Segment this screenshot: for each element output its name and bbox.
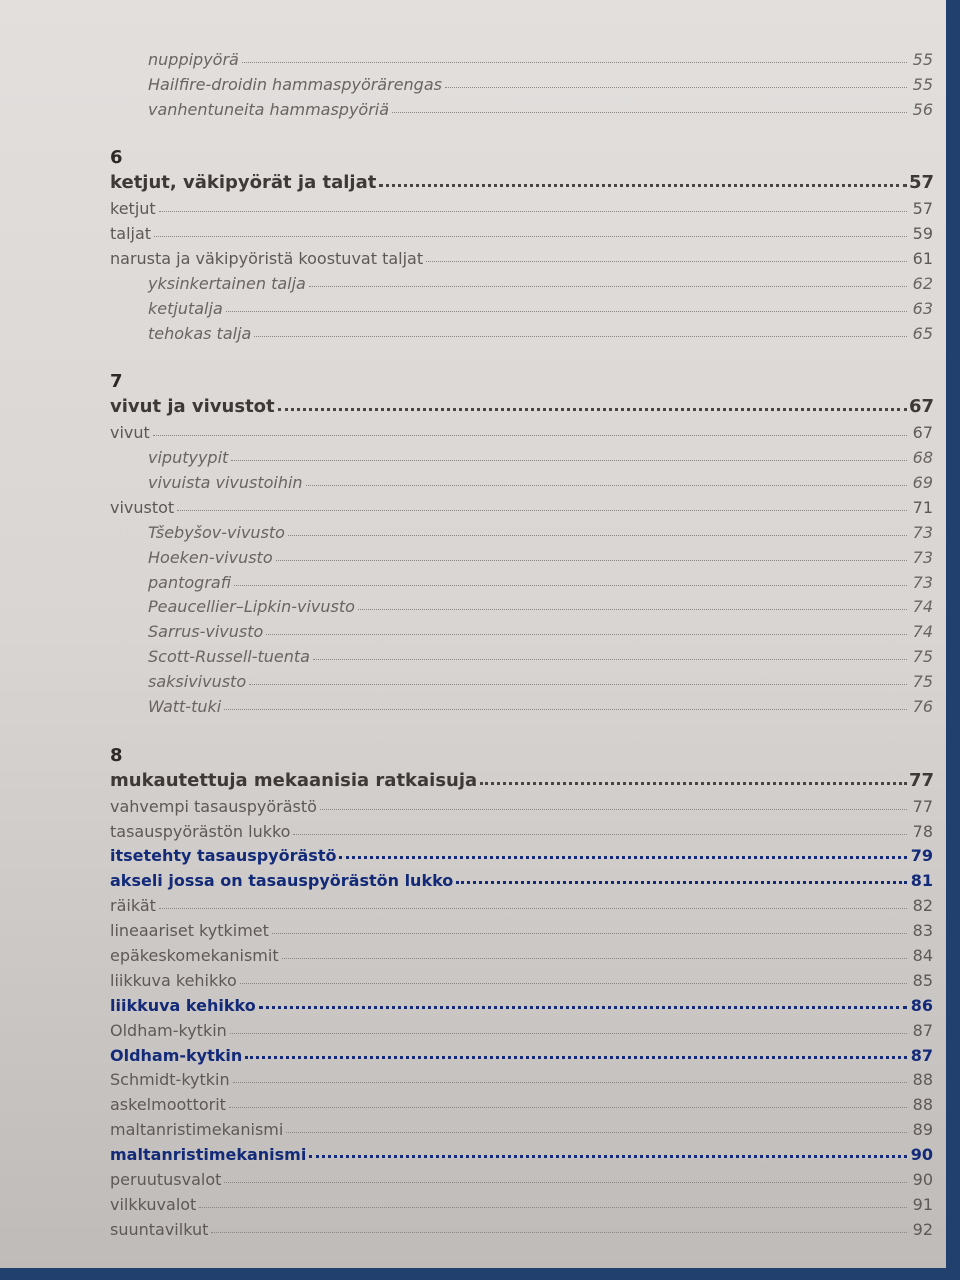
entry-title: Watt-tuki — [148, 697, 222, 717]
page-number: 62 — [912, 273, 933, 293]
dot-leader — [159, 908, 907, 909]
page-number: 73 — [912, 522, 933, 542]
spacer — [0, 716, 933, 741]
dot-leader — [288, 535, 907, 536]
page-number: 57 — [909, 172, 935, 194]
toc-entry — [0, 193, 933, 218]
entry-title: maltanristimekanismi — [110, 1145, 307, 1165]
entry-title: Peaucellier–Lipkin-vivusto — [148, 597, 355, 617]
page-number: 65 — [912, 323, 933, 343]
dot-leader — [266, 634, 907, 635]
entry-title: Hailfire-droidin hammaspyörärengas — [148, 74, 442, 94]
toc-entry — [0, 616, 933, 641]
dot-leader — [259, 1006, 907, 1009]
entry-title: suuntavilkut — [110, 1219, 209, 1239]
toc-entry — [0, 44, 933, 69]
page-number: 55 — [912, 49, 933, 69]
entry-title: vivustot — [110, 497, 175, 517]
page-number: 68 — [912, 448, 933, 468]
toc-entry — [0, 218, 933, 243]
dot-leader — [224, 1182, 907, 1183]
dot-leader — [282, 958, 907, 959]
spacer — [0, 343, 933, 368]
page-number: 75 — [912, 672, 933, 692]
entry-title: Tšebyšov-vivusto — [148, 522, 285, 542]
page-number: 90 — [910, 1145, 933, 1165]
dot-leader — [153, 435, 907, 436]
toc-entry — [0, 1040, 933, 1065]
page-number: 88 — [912, 1070, 933, 1090]
toc-entry — [0, 69, 933, 94]
entry-title: itsetehty tasauspyörästö — [110, 846, 337, 866]
toc-entry — [0, 243, 933, 268]
dot-leader — [159, 211, 907, 212]
page-number: 73 — [912, 547, 933, 567]
dot-leader — [229, 1107, 907, 1108]
entry-title: vivut — [110, 423, 150, 443]
dot-leader — [306, 485, 907, 486]
page-number: 86 — [910, 995, 933, 1015]
entry-title: Hoeken-vivusto — [148, 547, 273, 567]
dot-leader — [379, 184, 907, 187]
toc-entry — [0, 1114, 933, 1139]
entry-title: lineaariset kytkimet — [110, 921, 269, 941]
toc-entry — [0, 965, 933, 990]
entry-title: tasauspyörästön lukko — [110, 821, 291, 841]
page-number: 69 — [912, 473, 933, 493]
page-number: 81 — [910, 871, 933, 891]
page-number: 82 — [912, 896, 933, 916]
entry-title: saksivivusto — [148, 672, 247, 692]
toc-entry — [0, 542, 933, 567]
dot-leader — [272, 933, 907, 934]
page-number: 67 — [909, 396, 935, 418]
dot-leader — [242, 62, 907, 63]
toc-entry — [0, 1065, 933, 1090]
entry-title: vahvempi tasauspyörästö — [110, 796, 317, 816]
entry-title: Schmidt-kytkin — [110, 1070, 230, 1090]
toc-entry — [0, 865, 933, 890]
entry-title: askelmoottorit — [110, 1095, 226, 1115]
dot-leader — [254, 336, 907, 337]
dot-leader — [286, 1132, 907, 1133]
entry-title: vilkkuvalot — [110, 1194, 197, 1214]
entry-title: Sarrus-vivusto — [148, 622, 264, 642]
page-number: 85 — [912, 970, 933, 990]
page-number: 63 — [912, 298, 933, 318]
dot-leader — [154, 236, 907, 237]
chapter-number: 7 — [110, 371, 123, 393]
dot-leader — [392, 112, 907, 113]
dot-leader — [211, 1232, 907, 1233]
entry-title: liikkuva kehikko — [110, 970, 237, 990]
page-number: 73 — [912, 572, 933, 592]
toc-entry — [0, 94, 933, 119]
dot-leader — [245, 1056, 907, 1059]
dot-leader — [309, 1155, 907, 1158]
toc-entry — [0, 417, 933, 442]
entry-title: vanhentuneita hammaspyöriä — [148, 99, 390, 119]
page-number: 88 — [912, 1095, 933, 1115]
page-number: 91 — [912, 1194, 933, 1214]
chapter-number: 8 — [110, 744, 123, 766]
toc-entry — [0, 791, 933, 816]
page-number: 56 — [912, 99, 933, 119]
page-number: 71 — [912, 497, 933, 517]
entry-title: viputyypit — [148, 448, 229, 468]
entry-title: yksinkertainen talja — [148, 273, 306, 293]
chapter-title-entry — [0, 168, 933, 193]
toc-entry — [0, 890, 933, 915]
toc-entry — [0, 492, 933, 517]
entry-title: taljat — [110, 224, 152, 244]
toc-entry — [0, 691, 933, 716]
page-number: 87 — [910, 1045, 933, 1065]
page-number: 89 — [912, 1120, 933, 1140]
toc-entry — [0, 318, 933, 343]
entry-title: maltanristimekanismi — [110, 1120, 284, 1140]
toc-entry — [0, 1015, 933, 1040]
page-number: 76 — [912, 697, 933, 717]
toc-entry — [0, 1164, 933, 1189]
entry-title: ketjutalja — [148, 298, 223, 318]
dot-leader — [224, 709, 907, 710]
table-of-contents — [0, 44, 946, 1239]
toc-entry — [0, 940, 933, 965]
entry-title: ketjut — [110, 199, 156, 219]
dot-leader — [226, 311, 907, 312]
dot-leader — [320, 809, 907, 810]
dot-leader — [276, 560, 907, 561]
dot-leader — [233, 1082, 907, 1083]
entry-title: liikkuva kehikko — [110, 995, 256, 1015]
page-number: 57 — [912, 199, 933, 219]
chapter-number: 6 — [110, 147, 123, 169]
page-number: 74 — [912, 597, 933, 617]
toc-entry — [0, 1139, 933, 1164]
toc-entry — [0, 641, 933, 666]
entry-title: epäkeskomekanismit — [110, 945, 279, 965]
entry-title: vivut ja vivustot — [110, 396, 275, 418]
entry-title: narusta ja väkipyöristä koostuvat taljat — [110, 249, 424, 269]
entry-title: ketjut, väkipyörät ja taljat — [110, 172, 377, 194]
entry-title: tehokas talja — [148, 323, 252, 343]
entry-title: akseli jossa on tasauspyörästön lukko — [110, 871, 454, 891]
toc-entry — [0, 666, 933, 691]
entry-title: pantografi — [148, 572, 232, 592]
entry-title: vivuista vivustoihin — [148, 473, 303, 493]
entry-title: Oldham-kytkin — [110, 1020, 227, 1040]
chapter-title-entry — [0, 392, 933, 417]
page-number: 59 — [912, 224, 933, 244]
toc-entry — [0, 293, 933, 318]
page-number: 61 — [912, 249, 933, 269]
toc-entry — [0, 816, 933, 841]
spacer — [0, 119, 933, 144]
toc-entry — [0, 1214, 933, 1239]
dot-leader — [231, 460, 907, 461]
dot-leader — [358, 609, 907, 610]
dot-leader — [240, 983, 907, 984]
dot-leader — [445, 87, 907, 88]
dot-leader — [177, 510, 907, 511]
dot-leader — [234, 585, 907, 586]
dot-leader — [309, 286, 907, 287]
dot-leader — [339, 856, 907, 859]
dot-leader — [293, 834, 907, 835]
toc-entry — [0, 915, 933, 940]
dot-leader — [480, 782, 907, 785]
dot-leader — [313, 659, 907, 660]
page-number: 90 — [912, 1169, 933, 1189]
toc-entry — [0, 442, 933, 467]
page-number: 55 — [912, 74, 933, 94]
toc-entry — [0, 567, 933, 592]
page-number: 67 — [912, 423, 933, 443]
toc-entry — [0, 1089, 933, 1114]
entry-title: Scott-Russell-tuenta — [148, 647, 310, 667]
dot-leader — [199, 1207, 907, 1208]
toc-entry — [0, 1189, 933, 1214]
page-number: 92 — [912, 1219, 933, 1239]
entry-title: nuppipyörä — [148, 49, 239, 69]
page-number: 84 — [912, 945, 933, 965]
toc-entry — [0, 841, 933, 866]
entry-title: peruutusvalot — [110, 1169, 222, 1189]
page-number: 77 — [909, 769, 935, 791]
dot-leader — [230, 1033, 907, 1034]
dot-leader — [456, 881, 907, 884]
chapter-title-entry — [0, 766, 933, 791]
entry-title: räikät — [110, 896, 156, 916]
toc-entry — [0, 268, 933, 293]
page-number: 83 — [912, 921, 933, 941]
toc-entry — [0, 517, 933, 542]
entry-title: mukautettuja mekaanisia ratkaisuja — [110, 769, 478, 791]
page-number: 87 — [912, 1020, 933, 1040]
blue-cover-edge — [946, 0, 960, 1280]
page-number: 77 — [912, 796, 933, 816]
toc-entry — [0, 467, 933, 492]
dot-leader — [278, 408, 907, 411]
page-number: 75 — [912, 647, 933, 667]
dot-leader — [426, 261, 907, 262]
page-number: 79 — [910, 846, 933, 866]
page-number: 74 — [912, 622, 933, 642]
entry-title: Oldham-kytkin — [110, 1045, 243, 1065]
dot-leader — [249, 684, 907, 685]
toc-entry — [0, 990, 933, 1015]
page-number: 78 — [912, 821, 933, 841]
toc-entry — [0, 592, 933, 617]
